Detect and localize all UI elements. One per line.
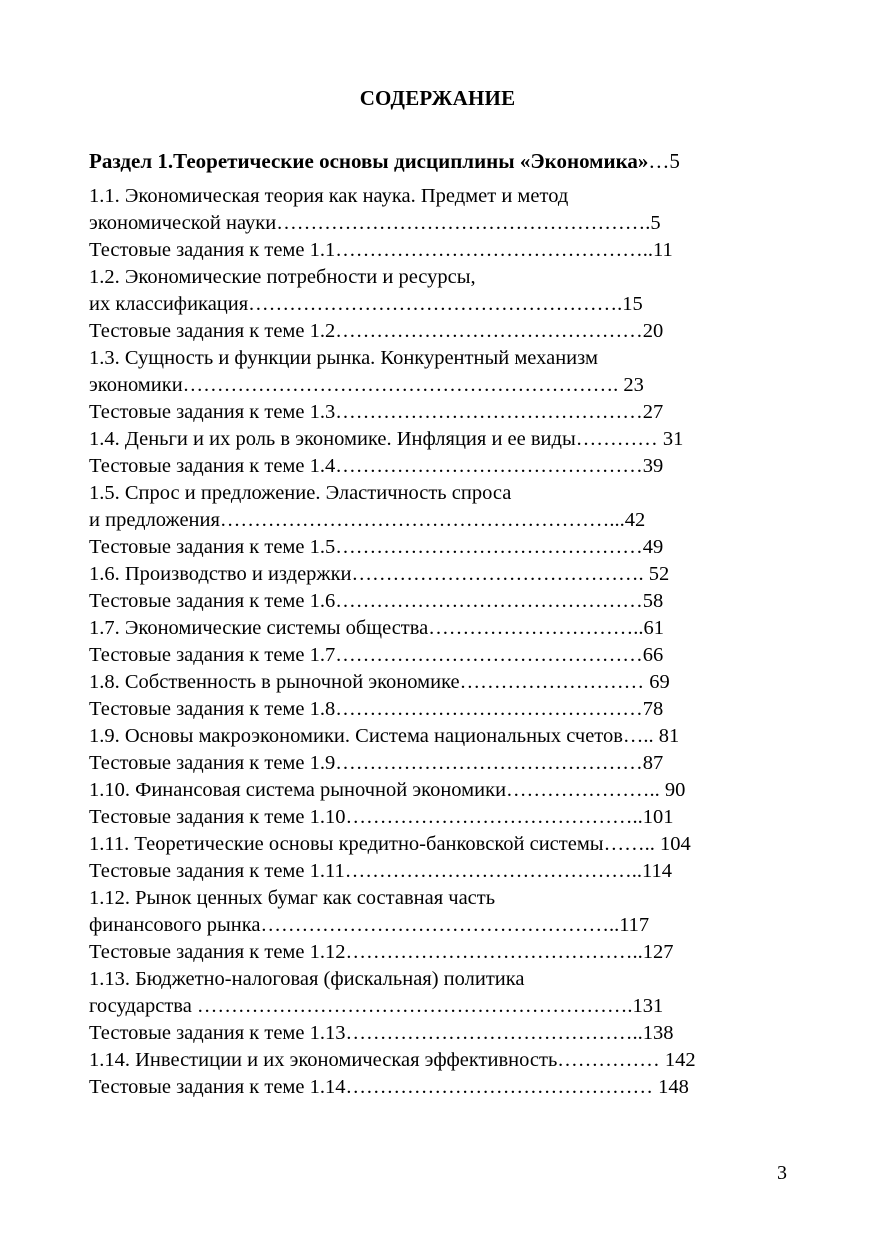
toc-line: их классификация……………………………………………….15	[89, 293, 643, 315]
section-dots: …	[648, 149, 670, 173]
toc-line: 1.10. Финансовая система рыночной экономики………………….. 90	[89, 779, 686, 801]
toc-line: Тестовые задания к теме 1.1………………………………………..11	[89, 239, 673, 261]
toc-line: 1.5. Спрос и предложение. Эластичность спроса	[89, 482, 512, 504]
toc-line: Тестовые задания к теме 1.6………………………………………58	[89, 590, 664, 612]
toc-line: Тестовые задания к теме 1.3………………………………………27	[89, 401, 664, 423]
table-of-contents	[89, 183, 780, 1101]
toc-line: Тестовые задания к теме 1.4………………………………………39	[89, 455, 664, 477]
toc-line: Тестовые задания к теме 1.7………………………………………66	[89, 644, 664, 666]
toc-line: 1.14. Инвестиции и их экономическая эффективность…………… 142	[89, 1049, 696, 1071]
toc-line: 1.7. Экономические системы общества…………………………..61	[89, 617, 665, 639]
toc-line: 1.11. Теоретические основы кредитно-банковской системы…….. 104	[89, 833, 691, 855]
toc-line: Тестовые задания к теме 1.9………………………………………87	[89, 752, 664, 774]
toc-line: 1.8. Собственность в рыночной экономике……………………… 69	[89, 671, 670, 693]
toc-line: 1.3. Сущность и функции рынка. Конкурентный механизм	[89, 347, 598, 369]
section-label: Раздел 1.Теоретические основы дисциплины «Экономика»	[89, 149, 649, 173]
toc-line: экономической науки……………………………………………….5	[89, 212, 661, 234]
toc-line: Тестовые задания к теме 1.10……………………………………..101	[89, 806, 674, 828]
toc-line: Тестовые задания к теме 1.2………………………………………20	[89, 320, 664, 342]
toc-line: государства ……………………………………………………….131	[89, 995, 664, 1017]
toc-line: Тестовые задания к теме 1.13……………………………………..138	[89, 1022, 674, 1044]
toc-line: Тестовые задания к теме 1.14……………………………………… 148	[89, 1076, 689, 1098]
toc-line: 1.1. Экономическая теория как наука. Предмет и метод	[89, 185, 569, 207]
section-heading	[89, 148, 789, 175]
toc-line: 1.2. Экономические потребности и ресурсы,	[89, 266, 476, 288]
toc-line: 1.4. Деньги и их роль в экономике. Инфляция и ее виды………… 31	[89, 428, 684, 450]
toc-line: 1.13. Бюджетно-налоговая (фискальная) политика	[89, 968, 525, 990]
toc-line: Тестовые задания к теме 1.11……………………………………..114	[89, 860, 672, 882]
toc-line: Тестовые задания к теме 1.12……………………………………..127	[89, 941, 674, 963]
page-number: 3	[777, 1162, 787, 1184]
toc-line: экономики………………………………………………………. 23	[89, 374, 644, 396]
toc-line: Тестовые задания к теме 1.5………………………………………49	[89, 536, 664, 558]
toc-line: и предложения…………………………………………………...42	[89, 509, 646, 531]
toc-line: финансового рынка……………………………………………..117	[89, 914, 650, 936]
toc-line: 1.6. Производство и издержки……………………………………. 52	[89, 563, 670, 585]
page-title: СОДЕРЖАНИЕ	[359, 86, 516, 110]
section-page: 5	[669, 149, 680, 173]
toc-line: Тестовые задания к теме 1.8………………………………………78	[89, 698, 664, 720]
toc-line: 1.9. Основы макроэкономики. Система национальных счетов….. 81	[89, 725, 680, 747]
toc-line: 1.12. Рынок ценных бумаг как составная часть	[89, 887, 496, 909]
